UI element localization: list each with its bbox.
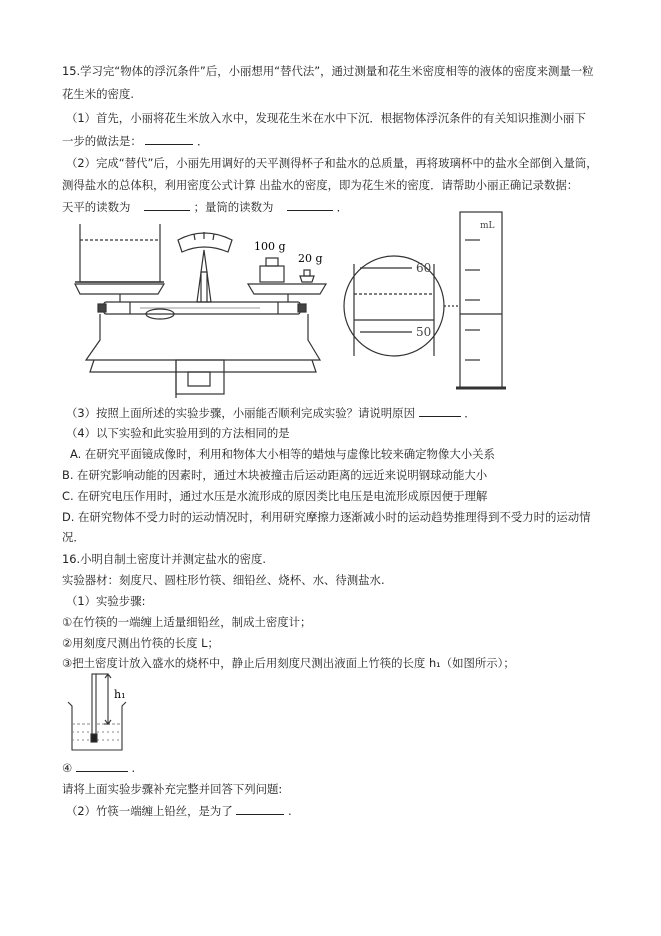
q15-part1-blank[interactable] [145,132,193,145]
q15-part2-line1: （2）完成“替代”后，小丽先用调好的天平测得杯子和盐水的总质量，再将玻璃杯中的盐水全部倒入量筒， [66,156,598,170]
q16-materials: 实验器材：刻度尺、圆柱形竹筷、细铅丝、烧杯、水、待测盐水. [62,573,385,587]
q16-title: 16.小明自制土密度计并测定盐水的密度. [62,552,266,566]
weight-label-100g: 100 g [254,240,286,253]
weight-label-20g: 20 g [298,252,323,265]
q16-figure [64,672,154,754]
q15-intro-line2: 花生米的密度. [62,87,134,101]
balance-base [86,314,320,398]
q16-steps-heading: （1）实验步骤: [66,594,146,608]
q15-part2-end: ． [336,200,349,214]
cylinder-unit: mL [480,221,495,231]
q15-balance-reading-label: 天平的读数为 [62,200,131,214]
cylinder-mark-60: 60 [416,261,432,275]
q16-step4-end: . [131,761,136,775]
q16-step3: ③把土密度计放入盛水的烧杯中，静止后用刻度尺测出液面上竹筷的长度 h₁（如图所示）； [62,656,515,670]
q16-step2: ②用刻度尺测出竹筷的长度 L； [62,636,219,650]
q16-part2-end: . [287,804,292,818]
q15-cylinder-reading-label: ；量筒的读数为 [193,200,274,214]
balance-pointer-scale [178,232,232,302]
q16-part2-blank[interactable] [236,802,284,815]
q15-part2-line2: 测得盐水的总体积，利用密度公式计算 出盐水的密度，即为花生米的密度．请帮助小丽正确记录数据： [62,178,579,192]
q15-part3 [66,404,476,421]
q16-part2-text: （2）竹筷一端缠上铅丝，是为了 [66,804,233,818]
q15-option-d-line2: 况． [62,530,85,544]
q15-part3-text: （3）按照上面所述的实验步骤，小丽能否顺利完成实验？请说明原因 [66,406,415,420]
q16-instruction: 请将上面实验步骤补充完整并回答下列问题: [62,782,283,796]
cylinder-mark-50: 50 [416,325,432,339]
q15-part3-end: ． [464,406,476,420]
q16-part2 [66,802,292,819]
q15-part3-blank[interactable] [419,404,461,417]
q15-part1-text: 一步的做法是： [62,134,142,148]
q16-step4-num: ④ [62,761,73,775]
q15-option-c: C. 在研究电压作用时，通过水压是水流形成的原因类比电压是电流形成原因便于理解 [62,489,488,503]
q15-part4: （4）以下实验和此实验用到的方法相同的是 [66,426,290,440]
q16-step4-blank[interactable] [76,759,128,772]
q15-option-b: B. 在研究影响动能的因素时，通过木块被撞击后运动距离的远近来说明钢球动能大小 [62,468,488,482]
q15-part1-line1: （1）首先，小丽将花生米放入水中，发现花生米在水中下沉．根据物体浮沉条件的有关知识推测小丽下 [66,111,586,125]
q15-part1-end: ． [197,134,209,148]
balance-beam [98,302,306,319]
q16-step1: ①在竹筷的一端缠上适量细铅丝，制成土密度计； [62,615,312,629]
q15-figure [60,210,620,400]
graduated-cylinder [456,212,506,388]
q15-intro-line1: 15.学习完“物体的浮沉条件”后，小丽想用“替代法”，通过测量和花生米密度相等的液体的密度来测量一粒 [62,64,594,78]
cylinder-magnified-view [344,256,460,356]
h1-label: h₁ [114,688,126,701]
q15-option-d-line1: D. 在研究物体不受力时的运动情况时，利用研究摩擦力逐渐减小时的运动趋势推理得到不受力时的运动情 [62,510,591,524]
q16-step4 [62,759,135,776]
q15-option-a: A. 在研究平面镜成像时，利用和物体大小相等的蜡烛与虚像比较来确定物像大小关系 [70,447,495,461]
q15-part1-line2 [62,132,208,149]
beaker-on-pan [75,224,164,282]
